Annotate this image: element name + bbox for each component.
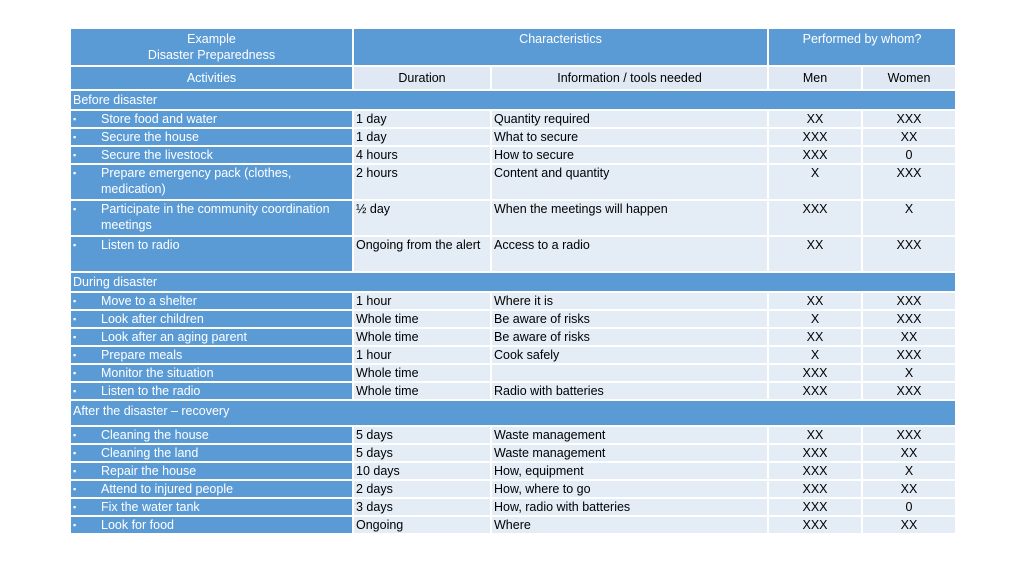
table-row xyxy=(70,292,956,310)
women-cell: XXX xyxy=(862,236,956,272)
women-cell: XX xyxy=(862,444,956,462)
activity-cell xyxy=(70,146,353,164)
activity-label: Listen to the radio xyxy=(101,384,201,398)
women-cell: XX xyxy=(862,328,956,346)
duration-cell: Ongoing from the alert xyxy=(353,236,491,272)
info-cell: How, equipment xyxy=(491,462,768,480)
bullet-icon: ▪ xyxy=(73,150,77,160)
women-cell: XXX xyxy=(862,292,956,310)
table-row xyxy=(70,328,956,346)
men-cell: XXX xyxy=(768,516,862,534)
section-title: Before disaster xyxy=(70,90,956,110)
duration-cell: 4 hours xyxy=(353,146,491,164)
women-cell: 0 xyxy=(862,498,956,516)
bullet-icon: ▪ xyxy=(73,484,77,494)
duration-cell: 1 hour xyxy=(353,292,491,310)
section-title: After the disaster – recovery xyxy=(70,400,956,426)
info-cell: How to secure xyxy=(491,146,768,164)
activity-cell xyxy=(70,462,353,480)
table-row xyxy=(70,462,956,480)
men-cell: XXX xyxy=(768,480,862,498)
table-row xyxy=(70,444,956,462)
activity-cell xyxy=(70,200,353,236)
activity-label: Look after children xyxy=(101,312,204,326)
activity-cell xyxy=(70,480,353,498)
table-row xyxy=(70,346,956,364)
women-cell: XXX xyxy=(862,346,956,364)
duration-cell: Whole time xyxy=(353,364,491,382)
activity-cell xyxy=(70,164,353,200)
activity-cell xyxy=(70,516,353,534)
info-cell: Radio with batteries xyxy=(491,382,768,400)
table-row xyxy=(70,236,956,272)
activity-label: Fix the water tank xyxy=(101,500,200,514)
section-title: During disaster xyxy=(70,272,956,292)
bullet-icon: ▪ xyxy=(73,132,77,142)
performed-by-header: Performed by whom? xyxy=(768,28,956,66)
activity-label: Move to a shelter xyxy=(101,294,197,308)
bullet-icon: ▪ xyxy=(73,204,77,214)
women-cell: XX xyxy=(862,516,956,534)
activity-cell xyxy=(70,292,353,310)
duration-cell: 5 days xyxy=(353,444,491,462)
table-row xyxy=(70,164,956,200)
activity-cell xyxy=(70,364,353,382)
table-row xyxy=(70,480,956,498)
bullet-icon: ▪ xyxy=(73,296,77,306)
duration-header: Duration xyxy=(353,66,491,90)
duration-cell: 3 days xyxy=(353,498,491,516)
duration-cell: 1 hour xyxy=(353,346,491,364)
duration-cell: 1 day xyxy=(353,128,491,146)
duration-cell: 5 days xyxy=(353,426,491,444)
bullet-icon: ▪ xyxy=(73,502,77,512)
men-cell: XXX xyxy=(768,128,862,146)
activity-label: Cleaning the house xyxy=(101,428,209,442)
activity-label: Secure the livestock xyxy=(101,148,213,162)
activity-cell xyxy=(70,110,353,128)
duration-cell: 2 hours xyxy=(353,164,491,200)
men-header: Men xyxy=(768,66,862,90)
bullet-icon: ▪ xyxy=(73,240,77,250)
activity-label: Participate in the community coordination meetings xyxy=(101,202,330,232)
activity-label: Look after an aging parent xyxy=(101,330,247,344)
info-cell: Waste management xyxy=(491,444,768,462)
info-cell: How, radio with batteries xyxy=(491,498,768,516)
activity-cell xyxy=(70,310,353,328)
men-cell: X xyxy=(768,164,862,200)
section-row xyxy=(70,90,956,110)
activity-cell xyxy=(70,346,353,364)
table-row xyxy=(70,516,956,534)
table-row xyxy=(70,128,956,146)
women-cell: XXX xyxy=(862,310,956,328)
table-row xyxy=(70,498,956,516)
men-cell: XX xyxy=(768,292,862,310)
table-row xyxy=(70,426,956,444)
women-cell: XXX xyxy=(862,110,956,128)
men-cell: XXX xyxy=(768,146,862,164)
men-cell: X xyxy=(768,346,862,364)
table-row xyxy=(70,110,956,128)
bullet-icon: ▪ xyxy=(73,314,77,324)
women-cell: X xyxy=(862,462,956,480)
activity-label: Store food and water xyxy=(101,112,218,126)
men-cell: XXX xyxy=(768,200,862,236)
bullet-icon: ▪ xyxy=(73,368,77,378)
activity-cell xyxy=(70,382,353,400)
bullet-icon: ▪ xyxy=(73,114,77,124)
example-title-line1: Example xyxy=(187,32,236,46)
table-row xyxy=(70,146,956,164)
men-cell: XXX xyxy=(768,364,862,382)
activity-cell xyxy=(70,328,353,346)
characteristics-header: Characteristics xyxy=(353,28,768,66)
women-cell: XXX xyxy=(862,426,956,444)
men-cell: XXX xyxy=(768,462,862,480)
activity-label: Repair the house xyxy=(101,464,197,478)
bullet-icon: ▪ xyxy=(73,350,77,360)
info-cell: Cook safely xyxy=(491,346,768,364)
men-cell: X xyxy=(768,310,862,328)
duration-cell: 10 days xyxy=(353,462,491,480)
table-row xyxy=(70,200,956,236)
header-row-top xyxy=(70,28,956,66)
women-cell: XXX xyxy=(862,382,956,400)
info-cell: Be aware of risks xyxy=(491,328,768,346)
men-cell: XX xyxy=(768,328,862,346)
duration-cell: Whole time xyxy=(353,328,491,346)
section-row xyxy=(70,272,956,292)
bullet-icon: ▪ xyxy=(73,448,77,458)
activity-label: Secure the house xyxy=(101,130,199,144)
header-row-sub xyxy=(70,66,956,90)
duration-cell: ½ day xyxy=(353,200,491,236)
duration-cell: 1 day xyxy=(353,110,491,128)
activity-cell xyxy=(70,444,353,462)
activities-header: Activities xyxy=(70,66,353,90)
activity-label: Cleaning the land xyxy=(101,446,199,460)
bullet-icon: ▪ xyxy=(73,430,77,440)
women-cell: XXX xyxy=(862,164,956,200)
activity-label: Listen to radio xyxy=(101,238,180,252)
table-row xyxy=(70,382,956,400)
information-header: Information / tools needed xyxy=(491,66,768,90)
info-cell xyxy=(491,364,768,382)
men-cell: XXX xyxy=(768,382,862,400)
section-row xyxy=(70,400,956,426)
bullet-icon: ▪ xyxy=(73,168,77,178)
duration-cell: Whole time xyxy=(353,382,491,400)
info-cell: When the meetings will happen xyxy=(491,200,768,236)
example-title-cell xyxy=(70,28,353,66)
bullet-icon: ▪ xyxy=(73,386,77,396)
women-cell: 0 xyxy=(862,146,956,164)
men-cell: XX xyxy=(768,236,862,272)
activity-label: Attend to injured people xyxy=(101,482,234,496)
duration-cell: 2 days xyxy=(353,480,491,498)
info-cell: Be aware of risks xyxy=(491,310,768,328)
info-cell: Content and quantity xyxy=(491,164,768,200)
table-row xyxy=(70,364,956,382)
table-row xyxy=(70,310,956,328)
info-cell: Where it is xyxy=(491,292,768,310)
women-cell: X xyxy=(862,200,956,236)
men-cell: XXX xyxy=(768,444,862,462)
bullet-icon: ▪ xyxy=(73,332,77,342)
women-cell: XX xyxy=(862,480,956,498)
preparedness-table xyxy=(69,27,957,535)
info-cell: Waste management xyxy=(491,426,768,444)
info-cell: Where xyxy=(491,516,768,534)
duration-cell: Whole time xyxy=(353,310,491,328)
bullet-icon: ▪ xyxy=(73,466,77,476)
activity-cell xyxy=(70,498,353,516)
info-cell: What to secure xyxy=(491,128,768,146)
women-cell: X xyxy=(862,364,956,382)
activity-cell xyxy=(70,426,353,444)
info-cell: How, where to go xyxy=(491,480,768,498)
activity-label: Prepare meals xyxy=(101,348,183,362)
activity-label: Prepare emergency pack (clothes, medication) xyxy=(101,166,292,196)
duration-cell: Ongoing xyxy=(353,516,491,534)
women-cell: XX xyxy=(862,128,956,146)
bullet-icon: ▪ xyxy=(73,520,77,530)
activity-label: Look for food xyxy=(101,518,174,532)
info-cell: Quantity required xyxy=(491,110,768,128)
women-header: Women xyxy=(862,66,956,90)
activity-cell xyxy=(70,128,353,146)
men-cell: XX xyxy=(768,110,862,128)
men-cell: XX xyxy=(768,426,862,444)
activity-cell xyxy=(70,236,353,272)
activity-label: Monitor the situation xyxy=(101,366,214,380)
example-title-line2: Disaster Preparedness xyxy=(147,48,276,62)
men-cell: XXX xyxy=(768,498,862,516)
info-cell: Access to a radio xyxy=(491,236,768,272)
